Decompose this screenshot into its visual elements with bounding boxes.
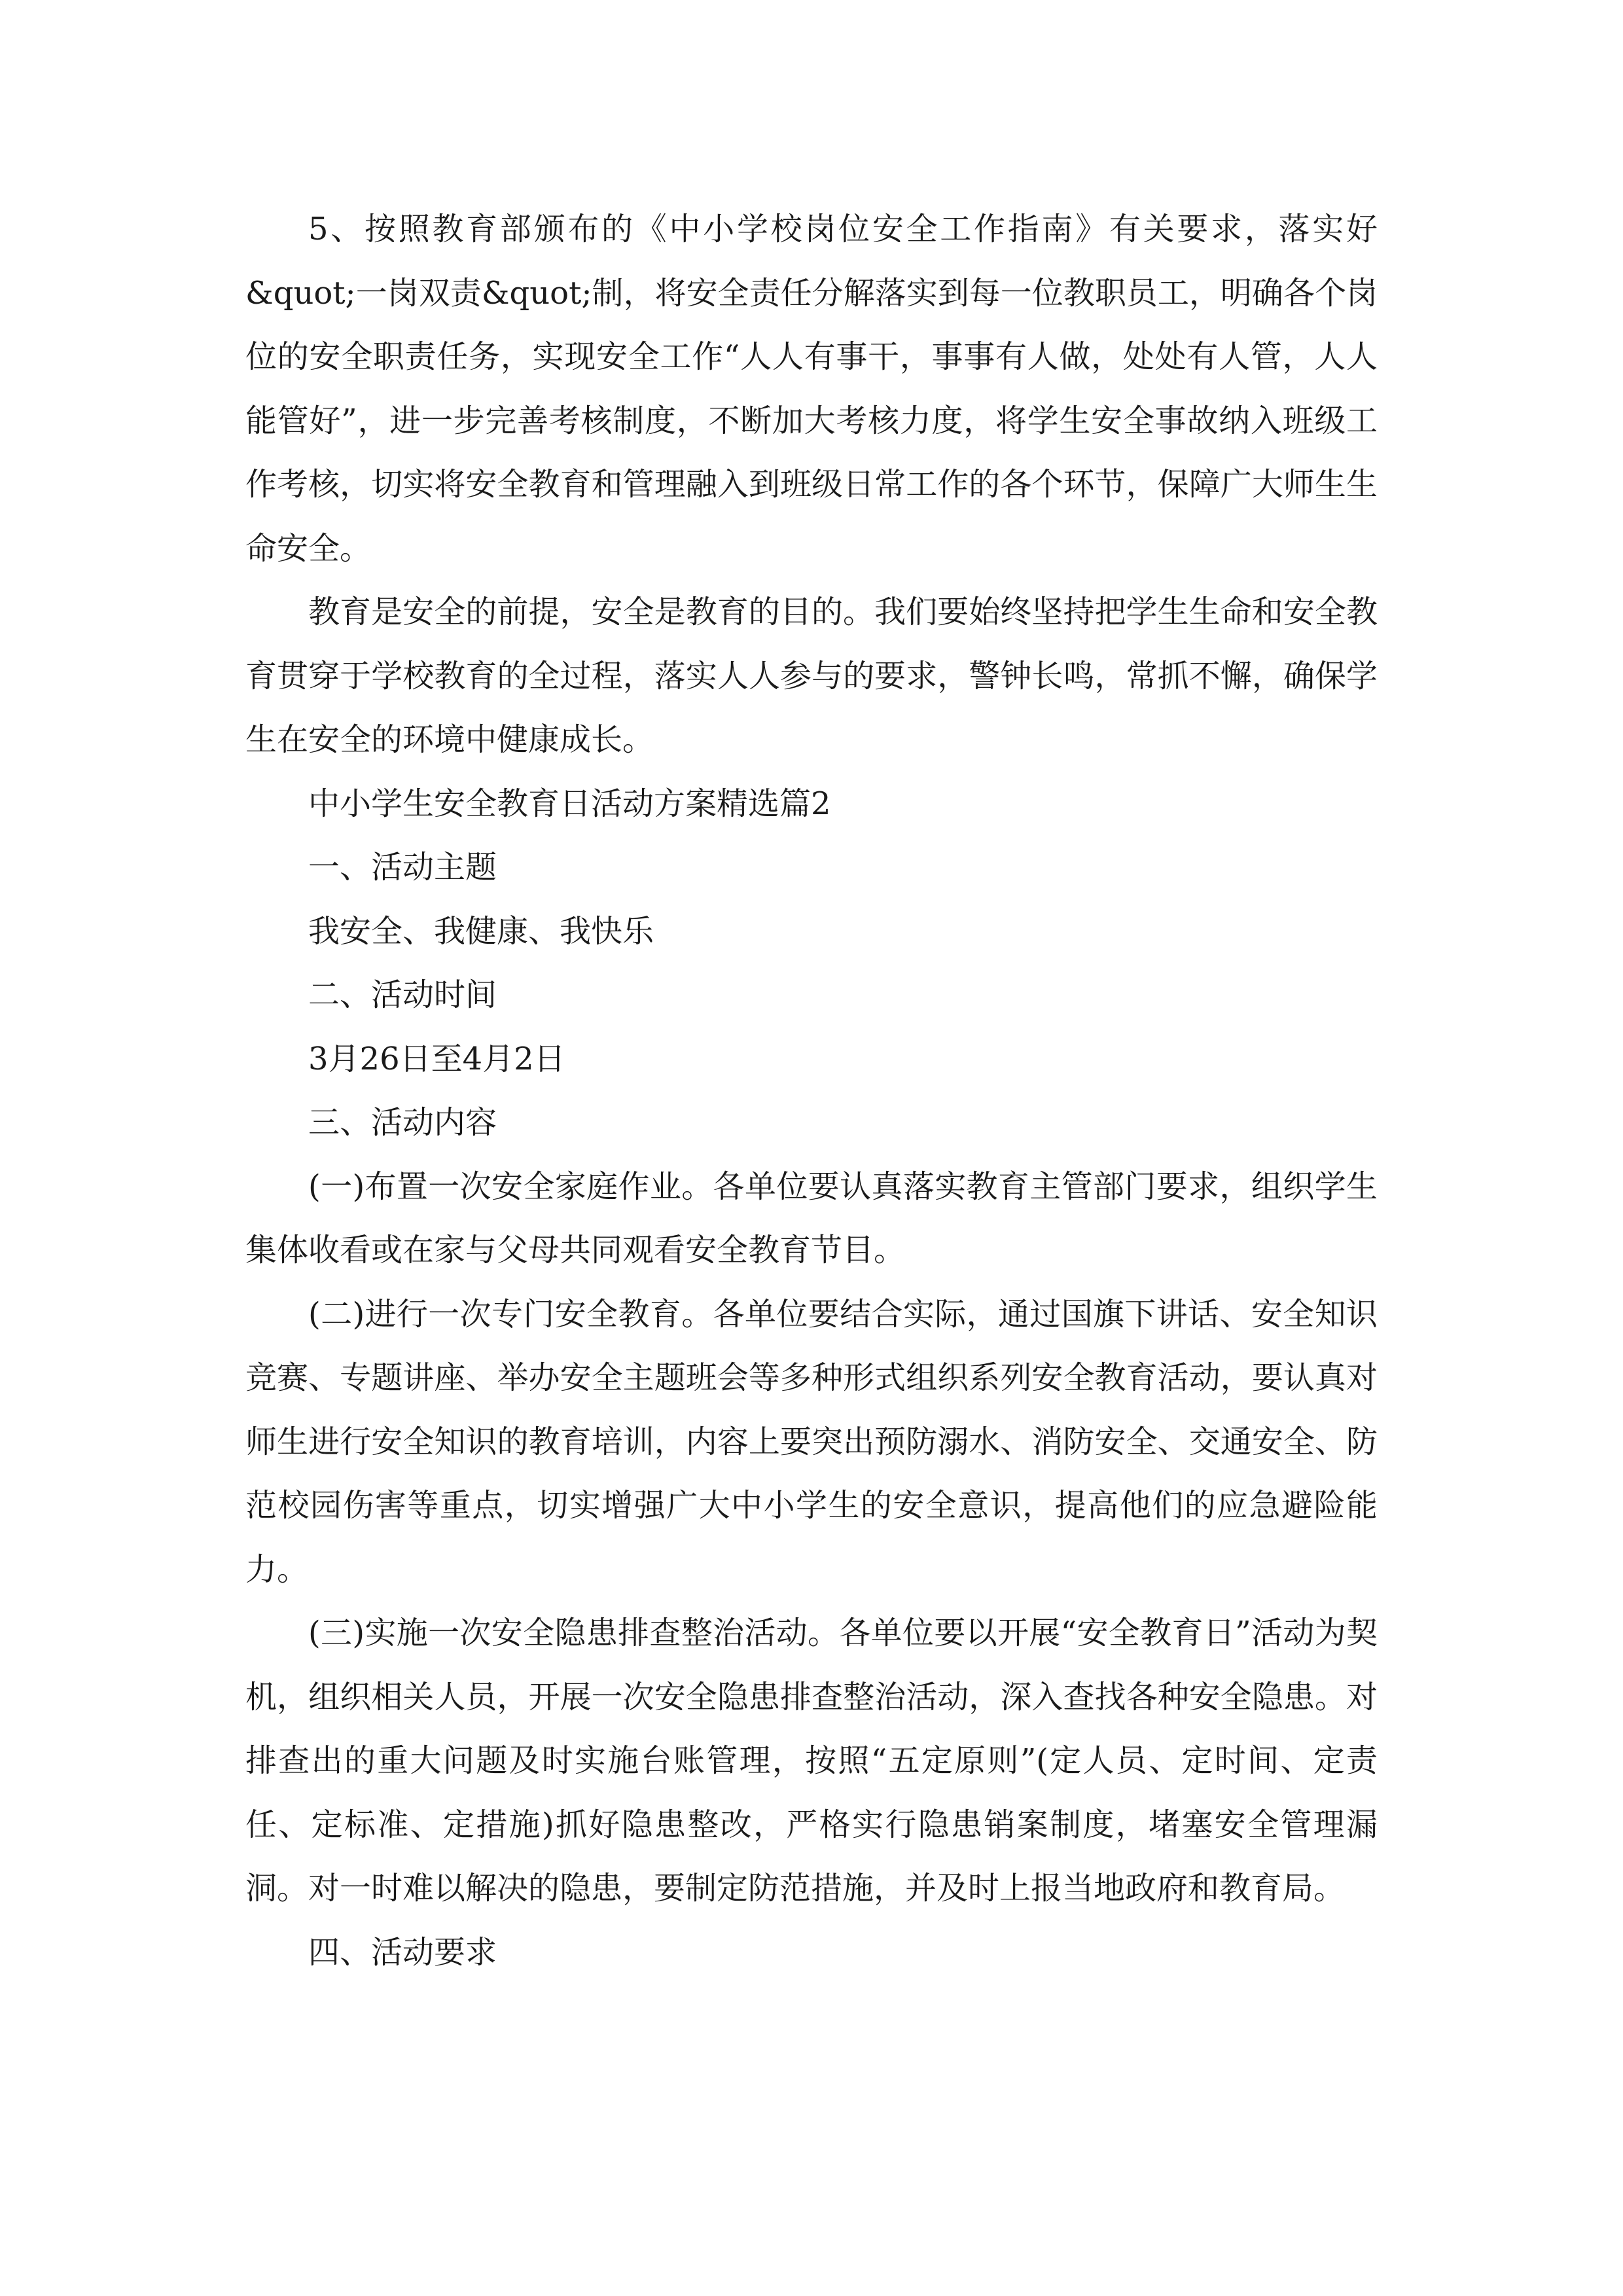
heading-activity-content: 三、活动内容: [308, 1104, 497, 1141]
section-title-plan-2: 中小学生安全教育日活动方案精选篇2: [308, 785, 831, 822]
paragraph-post-responsibility: 5、按照教育部颁布的《中小学校岗位安全工作指南》有关要求，落实好&quot;一岗双责&quot;制，将安全责任分解落实到每一位教职员工，明确各个岗位的安全职责任务，实现安全工作“人人有事干，事事有人做，处处有人管，人人能管好”，进一步完善考核制度，不断加大考核力度，将学生安全事故纳入班级工作考核，切实将安全教育和管理融入到班级日常工作的各个环节，保障广大师生生命安全。: [245, 211, 1378, 567]
paragraph-content-item-2: (二)进行一次专门安全教育。各单位要结合实际，通过国旗下讲话、安全知识竞赛、专题讲座、举办安全主题班会等多种形式组织系列安全教育活动，要认真对师生进行安全知识的教育培训，内容上要突出预防溺水、消防安全、交通安全、防范校园伤害等重点，切实增强广大中小学生的安全意识，提高他们的应急避险能力。: [245, 1295, 1378, 1588]
paragraph-content-item-1: (一)布置一次安全家庭作业。各单位要认真落实教育主管部门要求，组织学生集体收看或在家与父母共同观看安全教育节目。: [245, 1168, 1378, 1268]
heading-activity-time: 二、活动时间: [308, 977, 497, 1013]
paragraph-theme-text: 我安全、我健康、我快乐: [308, 912, 654, 950]
heading-activity-theme: 一、活动主题: [308, 849, 497, 886]
paragraph-education-premise: 教育是安全的前提，安全是教育的目的。我们要始终坚持把学生生命和安全教育贯穿于学校教育的全过程，落实人人参与的要求，警钟长鸣，常抓不懈，确保学生在安全的环境中健康成长。: [245, 594, 1378, 758]
paragraph-time-text: 3月26日至4月2日: [308, 1040, 565, 1077]
heading-activity-requirements: 四、活动要求: [308, 1933, 497, 1971]
paragraph-content-item-3: (三)实施一次安全隐患排查整治活动。各单位要以开展“安全教育日”活动为契机，组织相关人员，开展一次安全隐患排查整治活动，深入查找各种安全隐患。对排查出的重大问题及时实施台账管理，按照“五定原则”(定人员、定时间、定责任、定标准、定措施)抓好隐患整改，严格实行隐患销案制度，堵塞安全管理漏洞。对一时难以解决的隐患，要制定防范措施，并及时上报当地政府和教育局。: [245, 1615, 1378, 1907]
document-body: [245, 198, 1378, 1984]
